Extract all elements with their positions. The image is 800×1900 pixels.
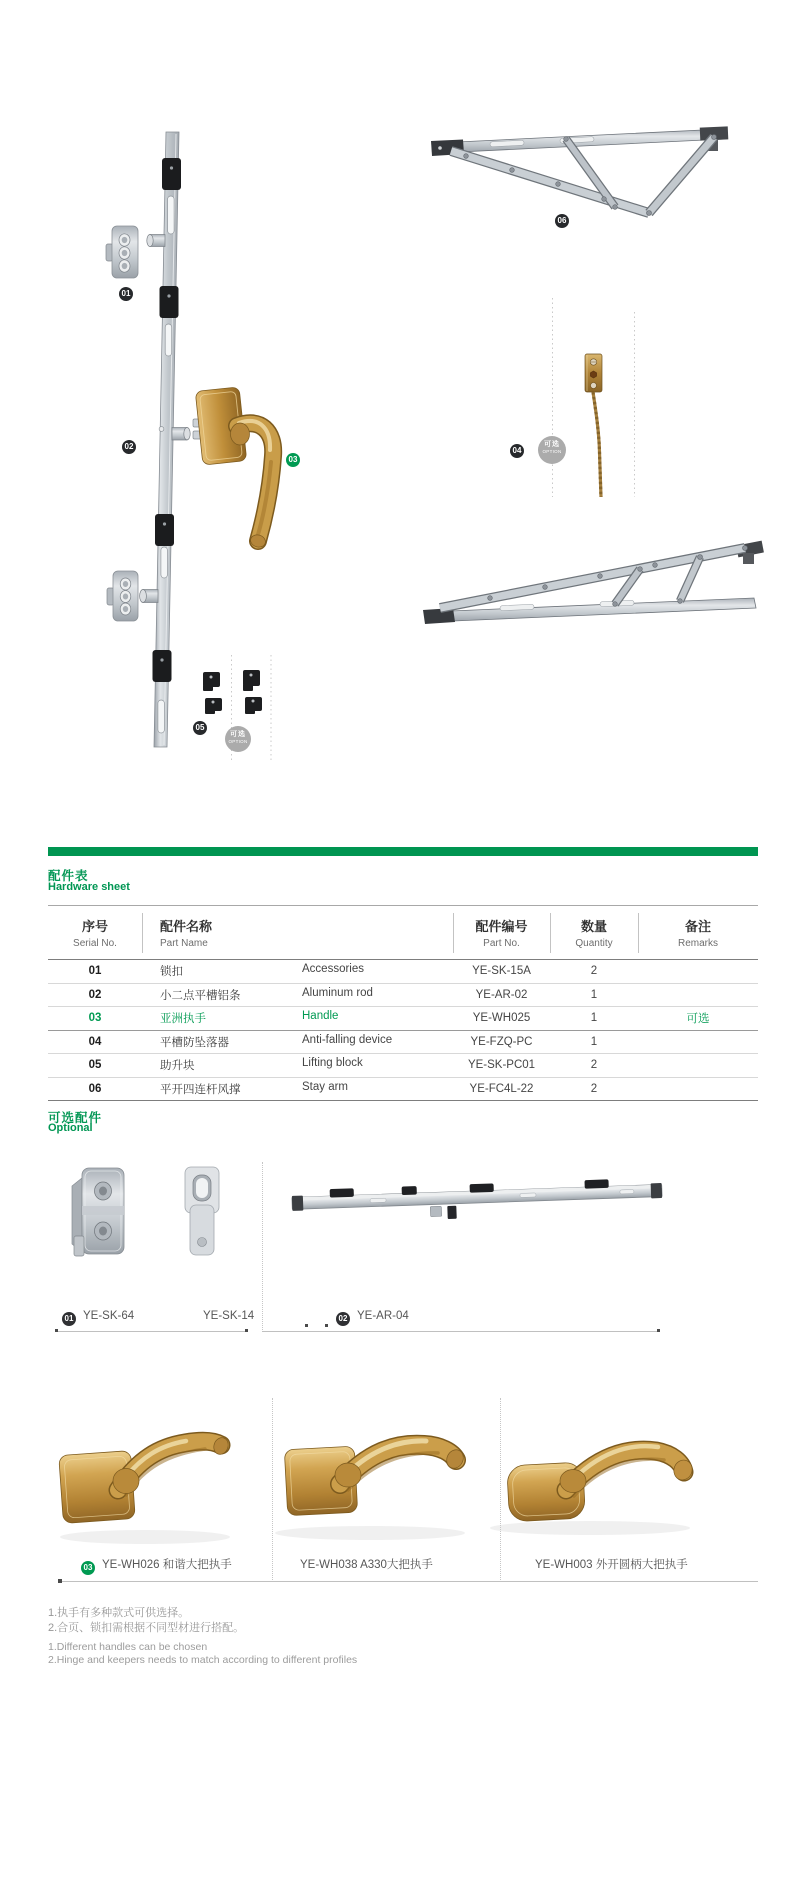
header-serial-en: Serial No. xyxy=(73,938,117,949)
badge-01: 01 xyxy=(62,1312,76,1326)
rule-tick xyxy=(55,1329,58,1332)
cell-serial: 05 xyxy=(88,1059,102,1072)
badge-02: 02 xyxy=(336,1312,350,1326)
cell-name-en: Stay arm xyxy=(302,1080,349,1093)
cell-name-en: Handle xyxy=(302,1010,339,1023)
section-rule xyxy=(55,1331,248,1332)
footnote-cn-1: 1.执手有多种款式可供选择。 xyxy=(48,1607,190,1619)
table-row xyxy=(48,1078,758,1102)
label-ye-sk-14 xyxy=(203,1310,254,1322)
cell-serial: 04 xyxy=(88,1035,102,1048)
cell-serial: 02 xyxy=(88,988,102,1001)
handle-ye-wh038 xyxy=(275,1441,466,1540)
section-rule xyxy=(262,1331,660,1332)
table-row xyxy=(48,1054,758,1078)
option-circle-cn: 可选 xyxy=(544,441,560,448)
label-ye-sk-64 xyxy=(62,1310,134,1326)
footnotes-en xyxy=(48,1641,357,1667)
cell-name-cn: 锁扣 xyxy=(160,966,183,979)
handle-ye-wh003 xyxy=(490,1446,695,1535)
part-ye-sk-14 xyxy=(185,1167,219,1255)
cell-serial: 01 xyxy=(88,965,102,978)
option-circle-antifall xyxy=(538,436,566,464)
cell-serial: 03 xyxy=(88,1012,102,1025)
header-divider xyxy=(453,913,454,953)
keeper-plate-lower xyxy=(107,571,138,621)
dotted-separator xyxy=(500,1398,501,1580)
rule-tick xyxy=(305,1324,308,1327)
dotted-separator xyxy=(262,1162,263,1332)
cell-name-en: Lifting block xyxy=(302,1057,363,1070)
cell-qty: 1 xyxy=(590,988,598,1001)
marker-05: 05 xyxy=(193,721,207,735)
label-ye-wh003 xyxy=(535,1556,688,1572)
header-partno-en: Part No. xyxy=(483,938,520,949)
marker-01: 01 xyxy=(119,287,133,301)
header-partno xyxy=(453,906,550,959)
hardware-table-header xyxy=(48,906,758,960)
handle-ye-wh026 xyxy=(59,1436,231,1544)
cell-name-cn: 小二点平槽铝条 xyxy=(160,989,241,1002)
rule-tick xyxy=(58,1579,62,1583)
header-divider xyxy=(638,913,639,953)
header-partno-cn: 配件编号 xyxy=(475,919,528,934)
badge-03: 03 xyxy=(81,1561,95,1575)
window-handle-illustration xyxy=(193,387,273,549)
keeper-plate-upper xyxy=(106,226,138,278)
header-serial xyxy=(48,906,142,959)
cell-remarks: 可选 xyxy=(686,1013,710,1026)
label-ye-wh026 xyxy=(81,1556,232,1575)
part-ye-sk-64 xyxy=(72,1168,124,1256)
header-remarks-cn: 备注 xyxy=(684,919,711,934)
footnotes-cn xyxy=(48,1606,244,1636)
header-divider xyxy=(142,913,143,953)
header-divider xyxy=(550,913,551,953)
label-ye-ar-04 xyxy=(336,1310,409,1326)
cell-qty: 1 xyxy=(590,1035,598,1048)
cell-name-cn: 平槽防坠落器 xyxy=(160,1036,229,1049)
header-name xyxy=(142,906,453,959)
cell-name-cn: 亚洲执手 xyxy=(160,1013,206,1026)
handle-label: YE-WH003 外开圆柄大把执手 xyxy=(535,1559,688,1571)
hardware-table xyxy=(48,905,758,1101)
hardware-sheet-title-cn: 配件表 xyxy=(48,869,89,883)
header-serial-cn: 序号 xyxy=(81,919,108,934)
part-label: YE-SK-64 xyxy=(83,1310,135,1322)
option-circle-cn: 可选 xyxy=(230,731,246,738)
table-row xyxy=(48,1031,758,1055)
rule-tick xyxy=(245,1329,248,1332)
option-circle-en: OPTION xyxy=(228,739,248,744)
header-name-cn: 配件名称 xyxy=(160,919,213,934)
cell-name-cn: 助升块 xyxy=(160,1060,195,1073)
marker-06: 06 xyxy=(555,214,569,228)
cell-qty: 2 xyxy=(590,965,598,978)
header-remarks xyxy=(638,906,758,959)
optional-title-en: Optional xyxy=(48,1122,93,1134)
marker-02: 02 xyxy=(122,440,136,454)
handle-label: YE-WH038 A330大把执手 xyxy=(300,1559,433,1571)
header-qty xyxy=(550,906,638,959)
header-qty-en: Quantity xyxy=(575,938,613,949)
dotted-separator xyxy=(272,1398,273,1580)
rule-tick xyxy=(657,1329,660,1332)
label-ye-wh038 xyxy=(300,1556,433,1572)
cell-name-en: Aluminum rod xyxy=(302,986,373,999)
footnote-en-2: 2.Hinge and keepers needs to match according to different profiles xyxy=(48,1654,358,1666)
header-name-en: Part Name xyxy=(160,938,208,949)
part-ye-ar-04 xyxy=(292,1178,663,1225)
cell-partno: YE-FZQ-PC xyxy=(470,1035,533,1048)
cell-name-en: Anti-falling device xyxy=(302,1033,393,1046)
rule-tick xyxy=(325,1324,328,1327)
header-remarks-en: Remarks xyxy=(677,938,718,949)
marker-03: 03 xyxy=(286,453,300,467)
marker-04: 04 xyxy=(510,444,524,458)
table-row-highlighted xyxy=(48,1007,758,1031)
section-rule xyxy=(58,1581,758,1582)
cell-partno: YE-SK-PC01 xyxy=(467,1059,536,1072)
option-circle-clips xyxy=(225,726,251,752)
cell-partno: YE-WH025 xyxy=(472,1012,531,1025)
option-circle-en: OPTION xyxy=(542,449,562,454)
friction-stay-bottom xyxy=(423,541,764,624)
table-row xyxy=(48,984,758,1008)
cell-partno: YE-AR-02 xyxy=(475,988,528,1001)
footnote-cn-2: 2.合页、锁扣需根据不同型材进行搭配。 xyxy=(48,1622,245,1634)
cell-partno: YE-FC4L-22 xyxy=(469,1082,534,1095)
optional-title-cn: 可选配件 xyxy=(48,1111,103,1125)
table-row xyxy=(48,960,758,984)
friction-stay-top xyxy=(431,126,728,215)
part-label: YE-SK-14 xyxy=(203,1310,255,1322)
cell-name-cn: 平开四连杆风撑 xyxy=(160,1083,241,1096)
cell-serial: 06 xyxy=(88,1082,102,1095)
cell-qty: 2 xyxy=(590,1059,598,1072)
handle-label: YE-WH026 和谐大把执手 xyxy=(102,1559,232,1571)
section-divider-bar xyxy=(48,847,758,856)
header-qty-cn: 数量 xyxy=(580,919,607,934)
cell-qty: 1 xyxy=(590,1012,598,1025)
footnote-en-1: 1.Different handles can be chosen xyxy=(48,1641,208,1653)
anti-falling-device xyxy=(553,298,635,497)
hardware-sheet-title-en: Hardware sheet xyxy=(48,881,130,893)
part-label: YE-AR-04 xyxy=(357,1310,409,1322)
cell-name-en: Accessories xyxy=(302,963,364,976)
cell-qty: 2 xyxy=(590,1082,598,1095)
cell-partno: YE-SK-15A xyxy=(472,965,531,978)
